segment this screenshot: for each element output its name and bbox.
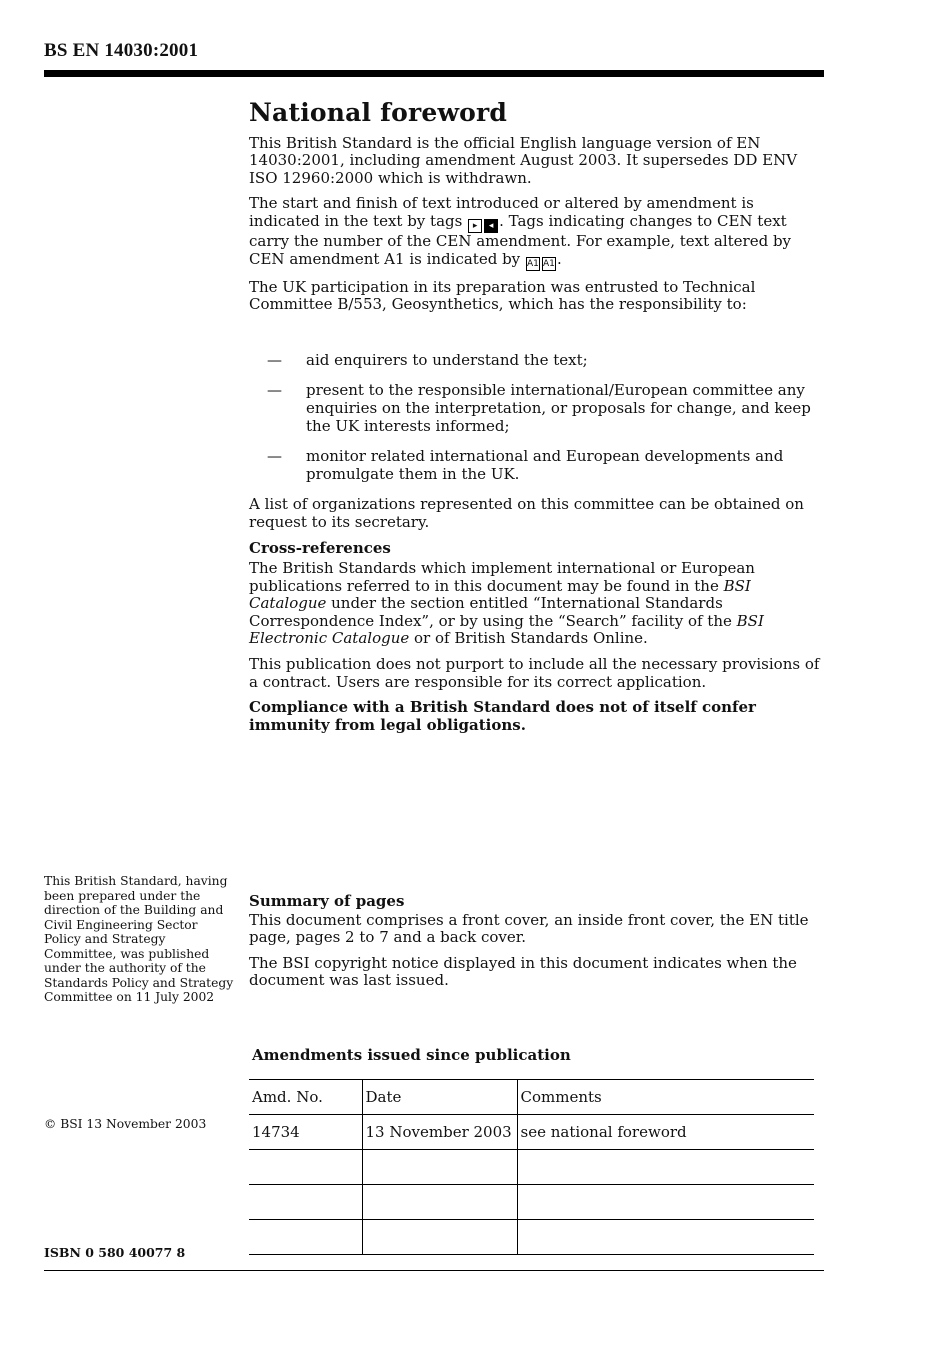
cell-amd-no: [249, 1220, 362, 1255]
publication-note: This British Standard, having been prepared under the direction of the Building and Civil Engineering Sector Policy and Strategy Committee, was published under the authority of the Standards Policy and Strategy Committee on 11 July 2002: [44, 874, 234, 1004]
table-row: [249, 1220, 814, 1255]
cell-date: 13 November 2003: [362, 1115, 517, 1150]
p2-text-b: . Tags indicating changes to CEN text carry the number of the CEN amendment. For example, text altered by CEN amendment A1 is indicated by: [249, 211, 792, 268]
list-item-text: present to the responsible international/European committee any enquiries on the interpretation, or proposals for change, and keep the UK interests informed;: [306, 381, 811, 435]
summary-heading: Summary of pages: [249, 892, 405, 910]
foreword-paragraph-1: This British Standard is the official English language version of EN 14030:2001, including amendment August 2003. It supersedes DD ENV ISO 12960:2000 which is withdrawn.: [249, 133, 798, 187]
table-row: [249, 1150, 814, 1185]
table-header-row: [249, 1080, 814, 1115]
cell-comments: [517, 1185, 814, 1220]
amendment-open-tag-a1-icon: A1: [526, 258, 539, 269]
crossref-text-a: The British Standards which implement international or European publications referred to in this document may be found in the: [249, 559, 755, 595]
foreword-paragraph-3: The UK participation in its preparation was entrusted to Technical Committee B/553, Geosynthetics, which has the responsibility to:: [249, 277, 756, 314]
cell-date: [362, 1185, 517, 1220]
list-item-text: monitor related international and European developments and promulgate them in the UK.: [306, 447, 784, 483]
dash-bullet: —: [267, 447, 282, 466]
page-title: National foreword: [249, 98, 508, 127]
amendment-open-tag-icon: ▸: [468, 219, 482, 233]
summary-of-pages: [249, 893, 824, 998]
cell-comments: [517, 1150, 814, 1185]
cell-comments: see national foreword: [517, 1115, 814, 1150]
amendment-close-tag-a1-icon: A1: [542, 258, 555, 269]
header-amd-no: Amd. No.: [249, 1080, 362, 1115]
p2-text-c: .: [556, 249, 562, 268]
crossref-paragraph: [249, 560, 824, 648]
bsi-catalogue-ref: BSI Catalogue: [249, 576, 751, 613]
bsi-electronic-catalogue-ref: BSI Electronic Catalogue: [249, 611, 764, 648]
table-row: [249, 1115, 814, 1150]
cell-date: [362, 1150, 517, 1185]
foreword-paragraph-2: [249, 195, 824, 270]
responsibility-list: [249, 352, 824, 484]
dash-bullet: —: [267, 381, 282, 400]
summary-paragraph-1: This document comprises a front cover, an inside front cover, the EN title page, pages 2 to 7 and a back cover.: [249, 910, 809, 947]
cell-amd-no: 14734: [249, 1115, 362, 1150]
crossref-text-b: under the section entitled “International Standards Correspondence Index”, or by using the “Search” facility of the: [249, 594, 737, 630]
foreword-paragraph-5: This publication does not purport to include all the necessary provisions of a contract. Users are responsible for its correct application.: [249, 655, 820, 691]
amendment-close-tag-icon: ◂: [484, 219, 498, 233]
crossref-text-c: or of British Standards Online.: [409, 629, 648, 648]
footer-rule: [44, 1270, 824, 1271]
list-item: [249, 352, 824, 370]
amendments-table: [249, 1079, 814, 1255]
cell-date: [362, 1220, 517, 1255]
header-date: Date: [362, 1080, 517, 1115]
list-item-text: aid enquirers to understand the text;: [306, 350, 588, 369]
national-foreword: [249, 98, 824, 742]
header-rule-thick: [44, 70, 824, 77]
document-id: BS EN 14030:2001: [44, 40, 199, 61]
cell-amd-no: [249, 1150, 362, 1185]
cell-comments: [517, 1220, 814, 1255]
p2-text-a: The start and finish of text introduced or altered by amendment is indicated in the text by tags: [249, 194, 754, 230]
list-item: [249, 382, 824, 435]
list-item: [249, 448, 824, 483]
copyright-note: © BSI 13 November 2003: [44, 1117, 207, 1131]
isbn: ISBN 0 580 40077 8: [44, 1245, 186, 1260]
header-comments: Comments: [517, 1080, 814, 1115]
dash-bullet: —: [267, 350, 282, 369]
crossref-heading: Cross-references: [249, 538, 391, 557]
compliance-statement: Compliance with a British Standard does not of itself confer immunity from legal obligations.: [249, 698, 756, 734]
amendments-title: Amendments issued since publication: [252, 1046, 571, 1064]
summary-paragraph-2: The BSI copyright notice displayed in this document indicates when the document was last issued.: [249, 953, 797, 990]
cell-amd-no: [249, 1185, 362, 1220]
table-row: [249, 1185, 814, 1220]
foreword-paragraph-4: A list of organizations represented on this committee can be obtained on request to its secretary.: [249, 495, 804, 531]
